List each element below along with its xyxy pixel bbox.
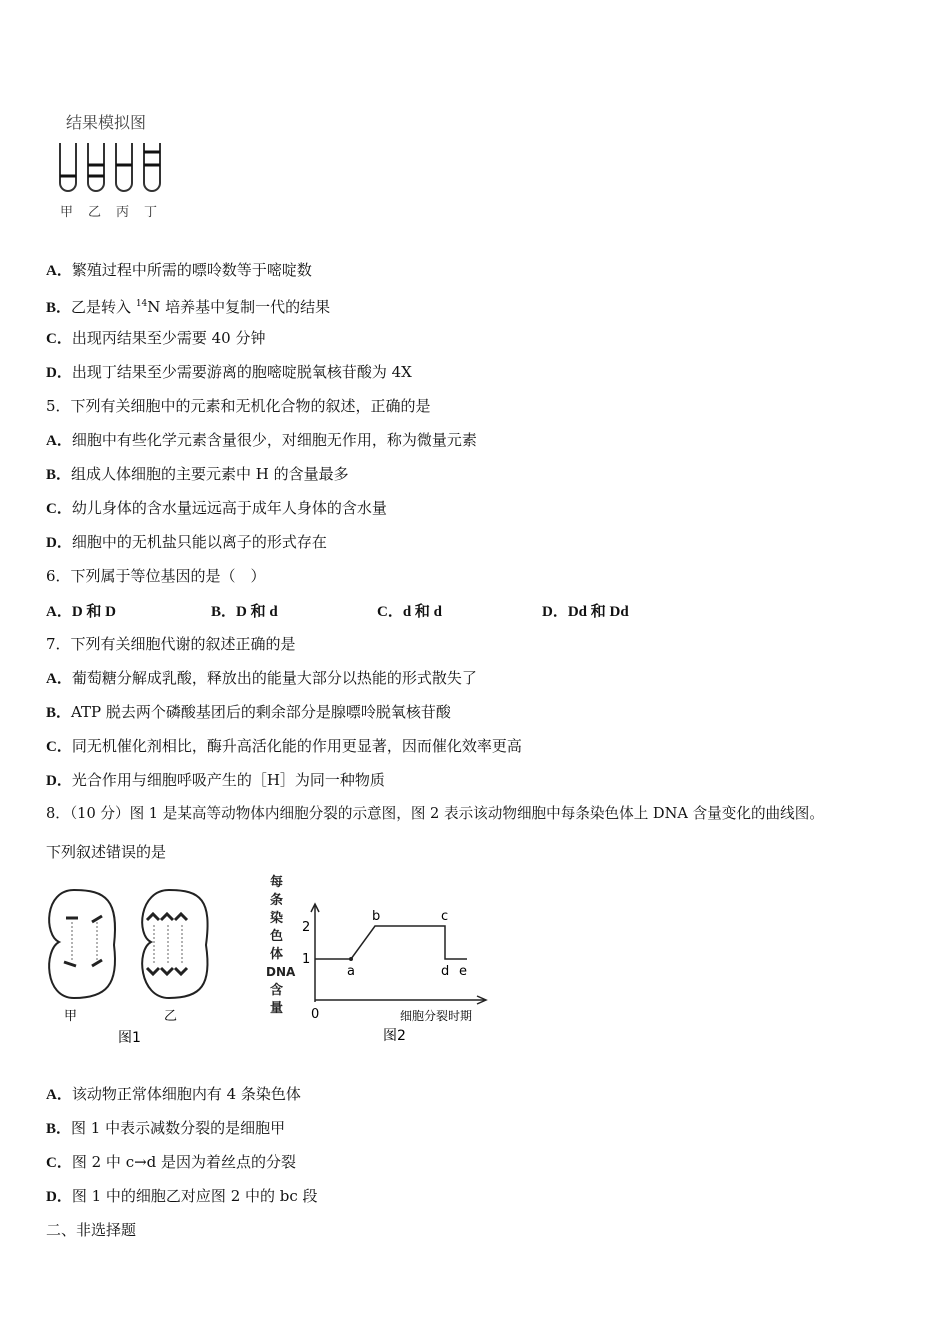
figure-1-caption: 图1 bbox=[118, 1030, 141, 1045]
svg-text:含: 含 bbox=[270, 983, 284, 998]
svg-text:细胞分裂时期: 细胞分裂时期 bbox=[400, 1009, 473, 1023]
result-simulation-figure bbox=[50, 108, 180, 223]
svg-text:e: e bbox=[459, 964, 467, 979]
q5-option-a: A．细胞中有些化学元素含量很少，对细胞无作用，称为微量元素 bbox=[46, 431, 477, 449]
svg-text:体: 体 bbox=[270, 947, 284, 962]
svg-text:丙: 丙 bbox=[116, 205, 130, 220]
svg-text:量: 量 bbox=[270, 1001, 284, 1016]
q5-option-d: D．细胞中的无机盐只能以离子的形式存在 bbox=[46, 533, 327, 551]
svg-text:乙: 乙 bbox=[88, 205, 102, 220]
svg-text:染: 染 bbox=[270, 911, 284, 926]
svg-text:b: b bbox=[372, 909, 381, 924]
svg-text:色: 色 bbox=[270, 929, 284, 944]
q4-option-d: D．出现丁结果至少需要游离的胞嘧啶脱氧核苷酸为 4X bbox=[46, 363, 412, 381]
q6-stem: 6．下列属于等位基因的是（ ） bbox=[46, 567, 266, 585]
svg-text:丁: 丁 bbox=[144, 205, 158, 220]
q7-option-b: B．ATP 脱去两个磷酸基团后的剩余部分是腺嘌呤脱氧核苷酸 bbox=[46, 703, 451, 721]
svg-text:甲: 甲 bbox=[60, 205, 74, 220]
svg-text:乙: 乙 bbox=[164, 1009, 178, 1024]
figure-title: 结果模拟图 bbox=[66, 113, 147, 132]
svg-text:甲: 甲 bbox=[64, 1009, 78, 1024]
q6-option-c: C．d 和 d bbox=[377, 604, 443, 620]
q4-option-b: B．乙是转入 $^{14}$N 培养基中复制一代的结果 bbox=[46, 298, 331, 316]
svg-text:1: 1 bbox=[302, 952, 311, 967]
svg-text:每: 每 bbox=[270, 875, 284, 890]
q6-option-b: B．D 和 d bbox=[211, 604, 278, 620]
q6-option-a: A．D 和 D bbox=[46, 604, 117, 620]
q5-stem: 5．下列有关细胞中的元素和无机化合物的叙述，正确的是 bbox=[46, 397, 431, 415]
figure-2-caption: 图2 bbox=[383, 1028, 406, 1044]
q8-option-d: D．图 1 中的细胞乙对应图 2 中的 bc 段 bbox=[46, 1187, 318, 1205]
svg-text:c: c bbox=[441, 909, 449, 924]
q7-option-d: D．光合作用与细胞呼吸产生的［H］为同一种物质 bbox=[46, 771, 385, 789]
figure-2-dna-graph bbox=[265, 870, 515, 1050]
q7-option-a: A．葡萄糖分解成乳酸，释放出的能量大部分以热能的形式散失了 bbox=[46, 669, 477, 687]
figure-1-cell-division bbox=[44, 880, 224, 1045]
q4-option-c: C．出现丙结果至少需要 40 分钟 bbox=[46, 329, 266, 347]
q7-stem: 7．下列有关细胞代谢的叙述正确的是 bbox=[46, 635, 296, 653]
svg-text:DNA: DNA bbox=[266, 965, 296, 979]
q6-option-d: D．Dd 和 Dd bbox=[542, 604, 629, 620]
svg-text:d: d bbox=[441, 964, 450, 979]
q8-option-c: C．图 2 中 c→d 是因为着丝点的分裂 bbox=[46, 1153, 297, 1171]
svg-text:a: a bbox=[347, 964, 355, 979]
q7-option-c: C．同无机催化剂相比，酶升高活化能的作用更显著，因而催化效率更高 bbox=[46, 737, 522, 755]
q4-option-a: A．繁殖过程中所需的嘌呤数等于嘧啶数 bbox=[46, 261, 312, 279]
q5-option-b: B．组成人体细胞的主要元素中 H 的含量最多 bbox=[46, 465, 349, 483]
svg-text:条: 条 bbox=[270, 893, 284, 908]
q8-option-b: B．图 1 中表示减数分裂的是细胞甲 bbox=[46, 1119, 286, 1137]
q5-option-c: C．幼儿身体的含水量远远高于成年人身体的含水量 bbox=[46, 499, 387, 517]
q8-option-a: A．该动物正常体细胞内有 4 条染色体 bbox=[46, 1085, 301, 1103]
section-heading: 二、非选择题 bbox=[46, 1221, 137, 1239]
q8-stem-cont: 下列叙述错误的是 bbox=[46, 843, 167, 861]
svg-text:2: 2 bbox=[302, 920, 311, 935]
q8-stem: 8．（10 分）图 1 是某高等动物体内细胞分裂的示意图，图 2 表示该动物细胞中每条染色体上 DNA 含量变化的曲线图。 bbox=[46, 805, 824, 822]
svg-text:0: 0 bbox=[311, 1007, 320, 1022]
